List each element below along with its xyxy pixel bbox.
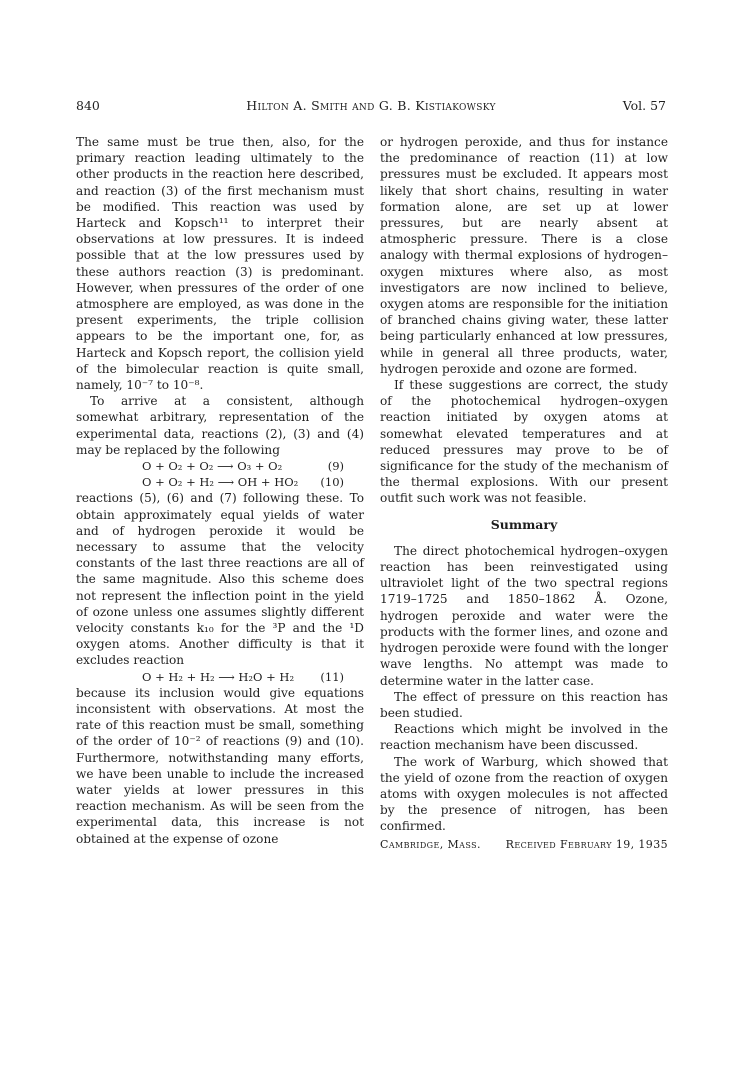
left-paragraph-3: reactions (5), (6) and (7) following these. To obtain approximately equal yields of water and of hydrogen peroxide it would be necessary to assume that the velocity constants of the last three reactions are all of the same magnitude. Also this scheme does not represent the inflection point in the yield of ozone unless one assumes slightly different velocity constants k₁₀ for the ³P and the ¹D oxygen atoms. Another difficulty is that it excludes reaction: [76, 491, 364, 668]
equation-10: [76, 474, 364, 490]
volume-number: Vol. 57: [622, 98, 666, 113]
page-number: 840: [76, 98, 100, 113]
left-column: [76, 134, 364, 847]
institution-location: Cambridge, Mass.: [380, 837, 481, 851]
equation-9-number: (9): [327, 459, 344, 474]
equation-11: [76, 669, 364, 685]
equation-10-formula: O + O₂ + H₂ ⟶ OH + HO₂: [142, 475, 299, 490]
left-paragraph-4: because its inclusion would give equations inconsistent with observations. At most the rate of this reaction must be small, something of the order of 10⁻² of reactions (9) and (10). Furthermore, notwithstanding many efforts, we have been unable to include the increased water yields at lower pressures in this reaction mechanism. As will be seen from the experimental data, this increase is not obtained at the expense of ozone: [76, 685, 364, 846]
summary-paragraph-1: The direct photochemical hydrogen–oxygen reaction has been reinvestigated using ultraviolet light of the two spectral regions 1719–1725 and 1850–1862 Å. Ozone, hydrogen peroxide and water were the products with the former lines, and ozone and hydrogen peroxide were found with the longer wave lengths. No attempt was made to determine water in the latter case.: [380, 543, 668, 688]
equation-9: [76, 458, 364, 474]
left-paragraph-1: The same must be true then, also, for the primary reaction leading ultimately to the other products in the reaction here described, and reaction (3) of the first mechanism must be modified. This reaction was used by Harteck and Kopsch¹¹ to interpret their observations at low pressures. It is indeed possible that at the low pressures used by these authors reaction (3) is predominant. However, when pressures of the order of one atmosphere are employed, as was done in the present experiments, the triple collision appears to be the important one, for, as Harteck and Kopsch report, the collision yield of the bimolecular reaction is quite small, namely, 10⁻⁷ to 10⁻⁸.: [76, 135, 364, 393]
summary-paragraph-3: Reactions which might be involved in the reaction mechanism have been discussed.: [380, 722, 668, 753]
equation-11-number: (11): [320, 669, 344, 684]
summary-heading: Summary: [490, 516, 558, 532]
equation-11-formula: O + H₂ + H₂ ⟶ H₂O + H₂: [142, 669, 295, 684]
left-paragraph-2: To arrive at a consistent, although somewhat arbitrary, representation of the experimental data, reactions (2), (3) and (4) may be replaced by the following: [76, 394, 364, 457]
summary-paragraph-2: The effect of pressure on this reaction has been studied.: [380, 689, 668, 720]
summary-paragraph-4: The work of Warburg, which showed that the yield of ozone from the reaction of oxygen atoms with oxygen molecules is not affected by the presence of nitrogen, has been confirmed.: [380, 754, 668, 834]
equation-9-formula: O + O₂ + O₂ ⟶ O₃ + O₂: [142, 459, 283, 474]
received-date: Received February 19, 1935: [505, 837, 668, 851]
equation-10-number: (10): [320, 475, 344, 490]
running-header: [76, 98, 666, 116]
right-paragraph-1: or hydrogen peroxide, and thus for instance the predominance of reaction (11) at low pressures must be excluded. It appears most likely that short chains, resulting in water formation alone, are set up at lower pressures, but are nearly absent at atmospheric pressure. There is a close analogy with thermal explosions of hydrogen–oxygen mixtures where also, as most investigators are now inclined to believe, oxygen atoms are responsible for the initiation of branched chains giving water, these latter being particularly enhanced at low pressures, while in general all three products, water, hydrogen peroxide and ozone are formed.: [380, 135, 668, 376]
right-paragraph-2: If these suggestions are correct, the study of the photochemical hydrogen–oxygen reaction initiated by oxygen atoms at somewhat elevated temperatures and at reduced pressures may prove to be of significance for the study of the mechanism of the thermal explosions. With our present outfit such work was not feasible.: [380, 378, 668, 506]
article-footer: [380, 837, 668, 855]
running-authors: Hilton A. Smith and G. B. Kistiakowsky: [246, 98, 496, 113]
right-column: [380, 134, 668, 855]
